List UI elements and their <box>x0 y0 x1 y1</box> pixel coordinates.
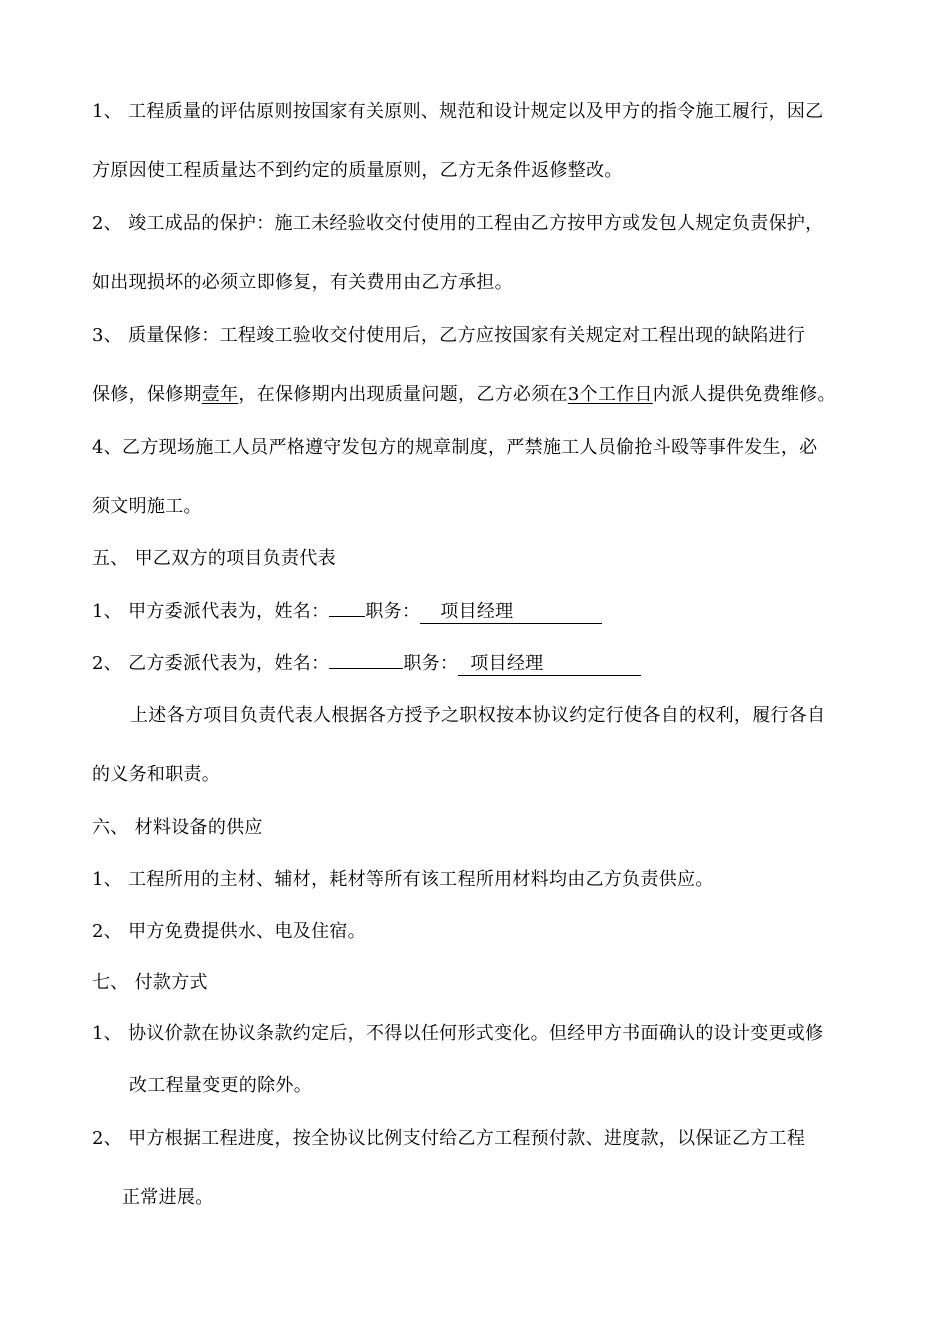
clause-quality-1a: 1、 工程质量的评估原则按国家有关原则、规范和设计规定以及甲方的指令施工履行，因乙 <box>92 101 824 122</box>
rep-party-b <box>92 652 641 676</box>
clause-protection-2b: 如出现损坏的必须立即修复，有关费用由乙方承担。 <box>92 272 513 293</box>
warranty-pre: 保修，保修期 <box>92 384 202 405</box>
rep-a-name-blank <box>329 600 365 617</box>
warranty-period: 壹年 <box>201 384 239 405</box>
clause-protection-2a: 2、 竣工成品的保护：施工未经验收交付使用的工程由乙方按甲方或发包人规定负责保护， <box>92 213 824 234</box>
rep-b-role-label: 职务： <box>403 653 459 674</box>
reps-authority-b: 的义务和职责。 <box>92 764 221 785</box>
rep-a-role-label: 职务： <box>365 601 421 622</box>
rep-a-role-value: 项目经理 <box>420 601 602 624</box>
clause-warranty-3b <box>92 384 836 406</box>
reps-authority-a: 上述各方项目负责代表人根据各方授予之职权按本协议约定行使各自的权利，履行各自 <box>130 705 826 726</box>
clause-payment-2b: 正常进展。 <box>122 1187 214 1208</box>
rep-b-name-blank <box>329 652 403 669</box>
section-5-heading: 五、 甲乙双方的项目负责代表 <box>92 548 336 569</box>
rep-b-prefix: 2、 乙方委派代表为，姓名： <box>92 653 330 674</box>
clause-site-4b: 须文明施工。 <box>92 496 202 517</box>
rep-party-a <box>92 600 602 624</box>
warranty-post: 内派人提供免费维修。 <box>652 384 836 405</box>
clause-materials-2: 2、 甲方免费提供水、电及住宿。 <box>92 921 366 942</box>
clause-payment-2a: 2、 甲方根据工程进度，按全协议比例支付给乙方工程预付款、进度款，以保证乙方工程 <box>92 1128 806 1149</box>
warranty-response-days: 3个工作日 <box>567 384 653 405</box>
section-6-heading: 六、 材料设备的供应 <box>92 817 263 838</box>
clause-warranty-3a: 3、 质量保修：工程竣工验收交付使用后，乙方应按国家有关规定对工程出现的缺陷进行 <box>92 325 806 346</box>
rep-a-prefix: 1、 甲方委派代表为，姓名： <box>92 601 330 622</box>
section-7-heading: 七、 付款方式 <box>92 972 208 993</box>
clause-site-4a: 4、乙方现场施工人员严格遵守发包方的规章制度，严禁施工人员偷抢斗殴等事件发生，必 <box>92 437 818 458</box>
clause-quality-1b: 方原因使工程质量达不到约定的质量原则，乙方无条件返修整改。 <box>92 160 623 181</box>
warranty-mid: ，在保修期内出现质量问题，乙方必须在 <box>238 384 568 405</box>
clause-payment-1a: 1、 协议价款在协议条款约定后，不得以任何形式变化。但经甲方书面确认的设计变更或修 <box>92 1023 824 1044</box>
clause-payment-1b: 改工程量变更的除外。 <box>129 1075 312 1096</box>
clause-materials-1: 1、 工程所用的主材、辅材，耗材等所有该工程所用材料均由乙方负责供应。 <box>92 869 714 890</box>
rep-b-role-value: 项目经理 <box>458 653 641 676</box>
